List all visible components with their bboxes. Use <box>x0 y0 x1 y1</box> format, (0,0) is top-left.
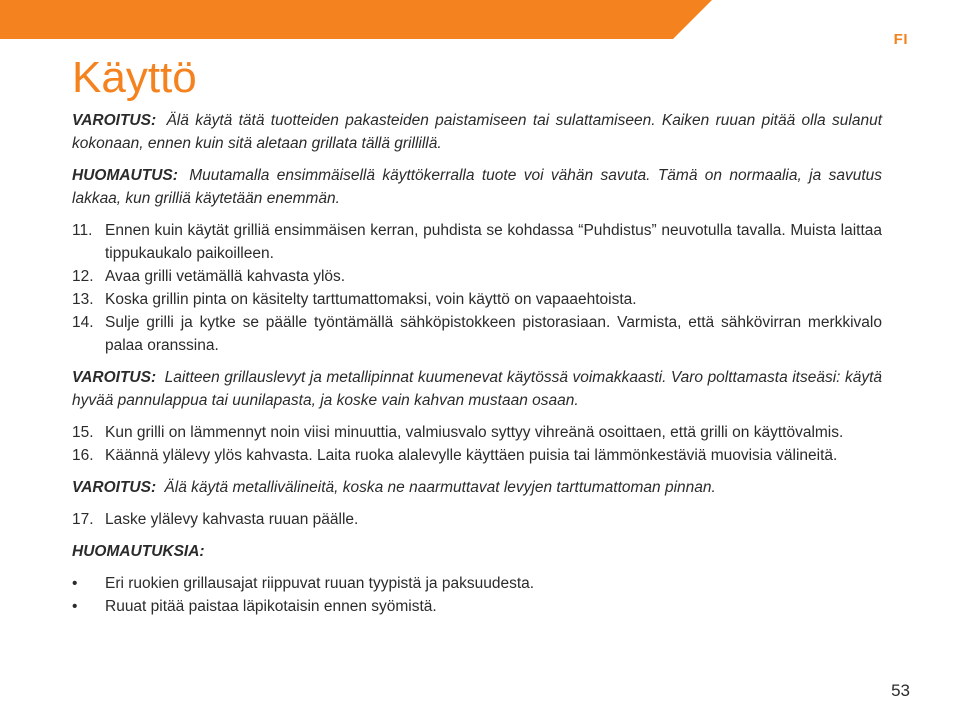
step-text: Avaa grilli vetämällä kahvasta ylös. <box>105 268 346 285</box>
step-item <box>72 219 882 265</box>
step-text: Koska grillin pinta on käsitelty tarttumattomaksi, voin käyttö on vapaaehtoista. <box>105 291 637 308</box>
step-number: 16. <box>72 447 94 464</box>
step-text: Ennen kuin käytät grilliä ensimmäisen kerran, puhdista se kohdassa “Puhdistus” neuvotulla tavalla. Muista laittaa tippukaukalo paikoilleen. <box>105 222 882 262</box>
list-item-text: Eri ruokien grillausajat riippuvat ruuan tyypistä ja paksuudesta. <box>105 575 535 592</box>
warning-3 <box>72 476 882 499</box>
list-item-text: Ruuat pitää paistaa läpikotaisin ennen syömistä. <box>105 598 437 615</box>
steps-list-b <box>72 421 882 467</box>
warning-1-text: Älä käytä tätä tuotteiden pakasteiden paistamiseen tai sulattamiseen. Kaiken ruuan pitää olla sulanut kokonaan, ennen kuin sitä aletaan grillata tällä grillillä. <box>72 112 882 152</box>
step-number: 17. <box>72 511 94 528</box>
note-1-text: Muutamalla ensimmäisellä käyttökerralla tuote voi vähän savuta. Tämä on normaalia, ja savutus lakkaa, kun grilliä käytetään enemmän. <box>72 167 882 207</box>
warning-2 <box>72 366 882 412</box>
warning-1 <box>72 109 882 155</box>
step-number: 11. <box>72 222 93 239</box>
steps-list-a <box>72 219 882 357</box>
page-number: 53 <box>891 681 910 700</box>
step-item <box>72 444 882 467</box>
step-number: 13. <box>72 291 94 308</box>
warning-1-label: VAROITUS: <box>72 112 157 129</box>
warning-2-label: VAROITUS: <box>72 369 157 386</box>
steps-list-c <box>72 508 882 531</box>
page-content <box>72 109 882 618</box>
warning-3-text: Älä käytä metallivälineitä, koska ne naarmuttavat levyjen tarttumattoman pinnan. <box>160 479 716 496</box>
bullet-icon: • <box>72 575 78 592</box>
step-item <box>72 265 882 288</box>
language-code: FI <box>893 31 908 48</box>
step-item <box>72 288 882 311</box>
step-item <box>72 311 882 357</box>
step-number: 15. <box>72 424 94 441</box>
step-text: Sulje grilli ja kytke se päälle työntämällä sähköpistokkeen pistorasiaan. Varmista, että sähkövirran merkkivalo palaa oranssina. <box>105 314 882 354</box>
step-text: Kun grilli on lämmennyt noin viisi minuuttia, valmiusvalo syttyy vihreänä osoittaen, että grilli on käyttövalmis. <box>105 424 844 441</box>
step-text: Laske ylälevy kahvasta ruuan päälle. <box>105 511 359 528</box>
step-item <box>72 508 882 531</box>
step-number: 12. <box>72 268 94 285</box>
note-1 <box>72 164 882 210</box>
page-title: Käyttö <box>72 53 197 102</box>
warning-3-label: VAROITUS: <box>72 479 157 496</box>
list-item <box>72 572 882 595</box>
bullet-icon: • <box>72 598 78 615</box>
step-text: Käännä ylälevy ylös kahvasta. Laita ruoka alalevylle käyttäen puisia tai lämmönkestäviä muovisia välineitä. <box>105 447 838 464</box>
warning-2-text: Laitteen grillauslevyt ja metallipinnat kuumenevat käytössä voimakkaasti. Varo polttamasta itseäsi: käytä hyvää pannulappua tai uunilapasta, ja koske vain kahvan mustaan osaan. <box>72 369 882 409</box>
notes-heading-label: HUOMAUTUKSIA: <box>72 543 205 560</box>
step-number: 14. <box>72 314 94 331</box>
header-banner <box>0 0 712 39</box>
note-1-label: HUOMAUTUS: <box>72 167 178 184</box>
step-item <box>72 421 882 444</box>
notes-list <box>72 572 882 618</box>
notes-heading <box>72 540 882 563</box>
list-item <box>72 595 882 618</box>
